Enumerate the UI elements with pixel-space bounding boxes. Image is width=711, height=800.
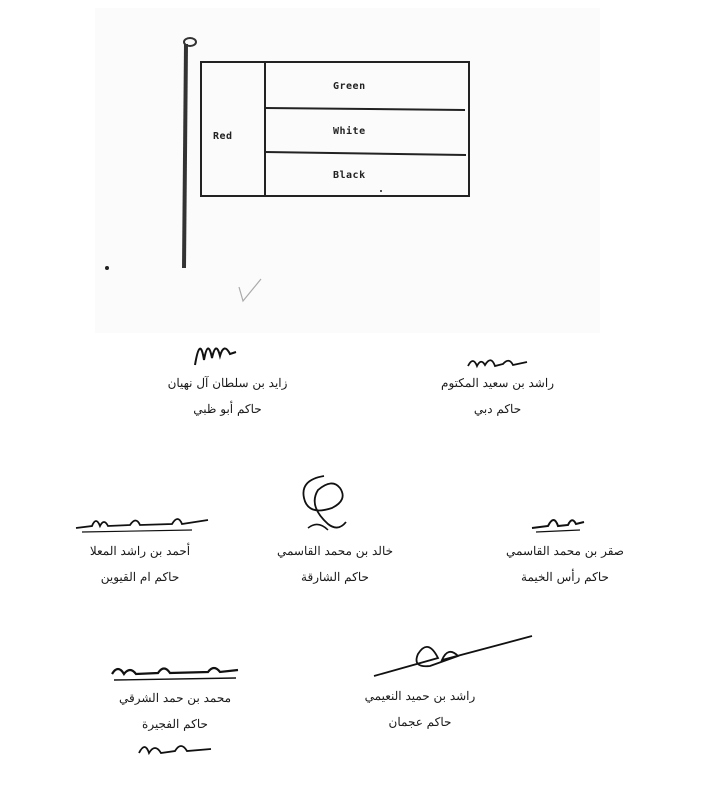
flag-drawing — [170, 30, 480, 275]
handwritten-signature — [288, 470, 360, 540]
handwritten-signature — [465, 352, 530, 374]
signatory-title: حاكم ام القيوين — [100, 570, 180, 584]
signatory-name: راشد بن حميد النعيمي — [364, 689, 476, 703]
handwritten-signature — [528, 510, 588, 538]
signatory-ras-al-khaimah — [495, 543, 635, 585]
flag-stripe-label-green: Green — [333, 81, 366, 92]
signatory-title: حاكم الشارقة — [301, 570, 369, 584]
flag-stripe-label-white: White — [333, 126, 366, 137]
handwritten-signature — [72, 510, 212, 538]
ink-speck — [105, 266, 109, 270]
pencil-mark — [235, 275, 270, 305]
flag-stripe-label-black: Black — [333, 170, 366, 181]
signatory-title: حاكم عجمان — [388, 715, 452, 729]
flagpole — [184, 38, 196, 268]
signatory-abu-dhabi — [135, 375, 320, 417]
signatory-fujairah — [95, 690, 255, 732]
signatory-title: حاكم أبو ظبي — [193, 402, 262, 416]
handwritten-signature — [368, 628, 538, 683]
signatory-sharjah — [265, 543, 405, 585]
signatory-title: حاكم الفجيرة — [142, 717, 208, 731]
signatory-ajman — [355, 688, 485, 730]
signatory-name: أحمد بن راشد المعلا — [89, 544, 191, 558]
signatory-umm-al-quwain — [65, 543, 215, 585]
signatory-name: راشد بن سعيد المكتوم — [441, 376, 554, 390]
handwritten-signature — [108, 660, 243, 688]
handwritten-signature — [190, 330, 240, 370]
signatory-name: محمد بن حمد الشرقي — [118, 691, 232, 705]
signatory-title: حاكم دبي — [473, 402, 522, 416]
signatory-title: حاكم رأس الخيمة — [521, 570, 609, 584]
handwritten-signature — [135, 735, 215, 763]
signatory-name: صقر بن محمد القاسمي — [506, 544, 624, 558]
signatory-dubai — [410, 375, 585, 417]
signatory-name: خالد بن محمد القاسمي — [276, 544, 394, 558]
flag-hoist-label: Red — [213, 131, 233, 142]
signatory-name: زايد بن سلطان آل نهيان — [167, 376, 288, 390]
